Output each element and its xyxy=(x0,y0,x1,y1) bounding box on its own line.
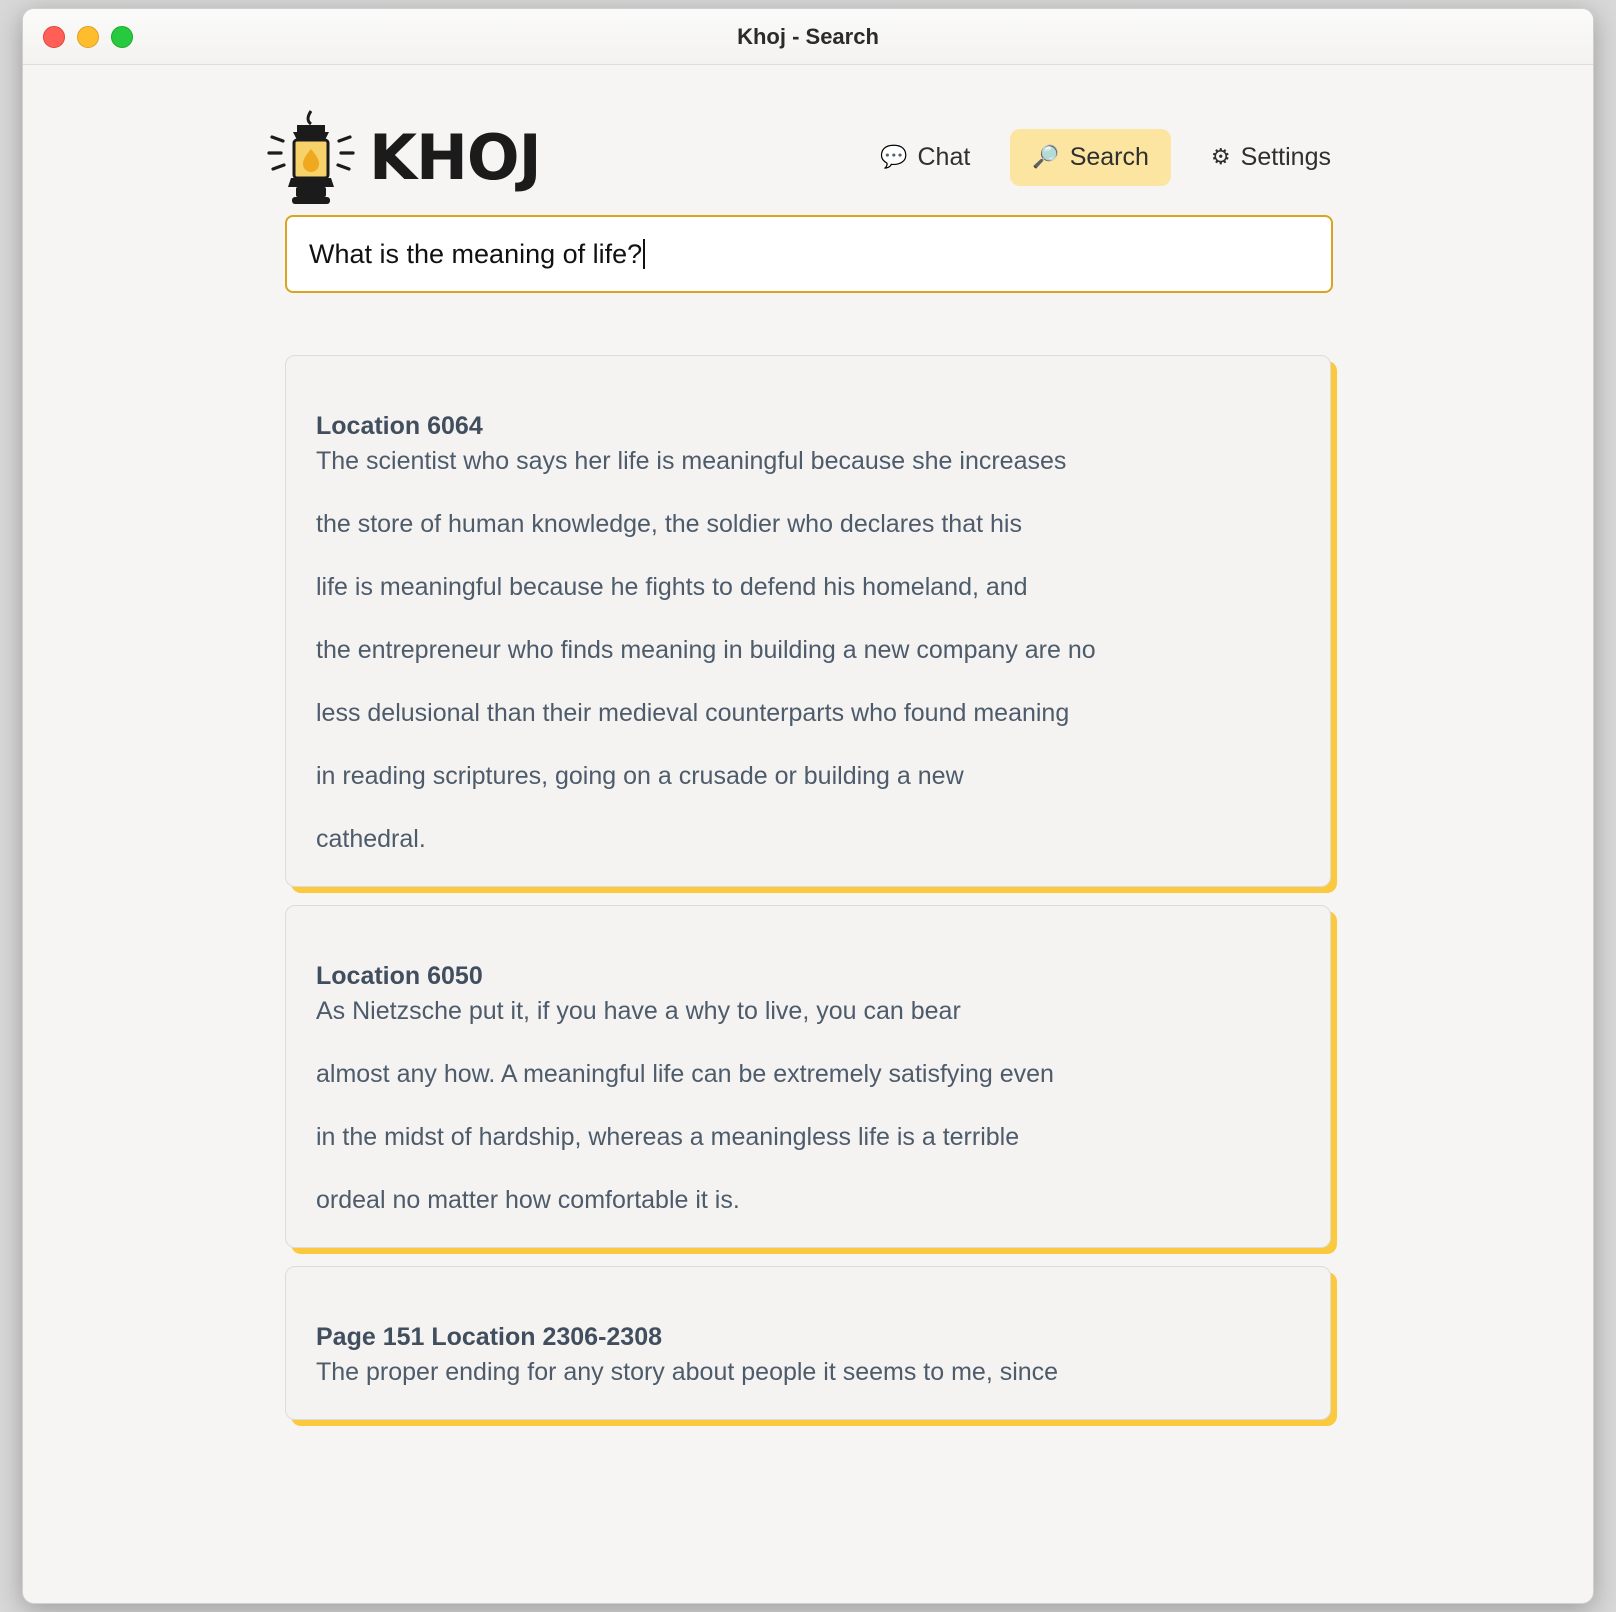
minimize-button[interactable] xyxy=(77,26,99,48)
nav-item-settings[interactable] xyxy=(1189,129,1353,186)
result-line: in reading scriptures, going on a crusade or building a new xyxy=(316,762,964,790)
nav-item-chat[interactable] xyxy=(858,129,992,186)
result-line: almost any how. A meaningful life can be extremely satisfying even xyxy=(316,1060,1054,1088)
chat-bubble-icon: 💬 xyxy=(880,144,908,169)
search-results-list[interactable] xyxy=(23,355,1593,1603)
result-title: Location 6050 xyxy=(316,962,483,990)
nav-label-settings: Settings xyxy=(1240,142,1331,171)
result-line: cathedral. xyxy=(316,825,426,853)
result-title: Page 151 Location 2306-2308 xyxy=(316,1323,663,1351)
result-line: in the midst of hardship, whereas a meaningless life is a terrible xyxy=(316,1123,1020,1151)
result-line: less delusional than their medieval counterparts who found meaning xyxy=(316,699,1070,727)
maximize-button[interactable] xyxy=(111,26,133,48)
result-card[interactable] xyxy=(285,905,1331,1248)
app-window xyxy=(22,8,1594,1604)
close-button[interactable] xyxy=(43,26,65,48)
app-header xyxy=(23,65,1593,215)
main-nav xyxy=(858,129,1533,186)
result-line: the store of human knowledge, the soldier who declares that his xyxy=(316,510,1022,538)
search-input[interactable] xyxy=(285,215,1333,293)
search-row xyxy=(23,215,1593,293)
result-line: The scientist who says her life is meaningful because she increases xyxy=(316,447,1067,475)
nav-label-search: Search xyxy=(1069,142,1149,171)
result-line: the entrepreneur who finds meaning in building a new company are no xyxy=(316,636,1096,664)
result-line: ordeal no matter how comfortable it is. xyxy=(316,1186,740,1214)
nav-item-search[interactable] xyxy=(1010,129,1171,186)
brand-name: KHOJ xyxy=(369,120,541,194)
app-content xyxy=(23,65,1593,1603)
result-card[interactable] xyxy=(285,355,1331,887)
result-line: The proper ending for any story about people it seems to me, since xyxy=(316,1358,1059,1386)
gear-icon: ⚙ xyxy=(1210,144,1231,169)
result-card[interactable] xyxy=(285,1266,1331,1420)
result-line: life is meaningful because he fights to defend his homeland, and xyxy=(316,573,1028,601)
nav-label-chat: Chat xyxy=(917,142,971,171)
magnifier-icon: 🔎 xyxy=(1032,144,1060,169)
search-input-value: What is the meaning of life? xyxy=(309,238,643,269)
result-line: As Nietzsche put it, if you have a why to live, you can bear xyxy=(316,997,961,1025)
title-bar xyxy=(23,9,1593,65)
brand-logo[interactable] xyxy=(263,107,541,207)
result-title: Location 6064 xyxy=(316,412,483,440)
text-caret xyxy=(643,239,645,269)
window-title: Khoj - Search xyxy=(737,23,879,49)
lantern-icon xyxy=(263,107,359,207)
window-controls xyxy=(43,26,133,48)
